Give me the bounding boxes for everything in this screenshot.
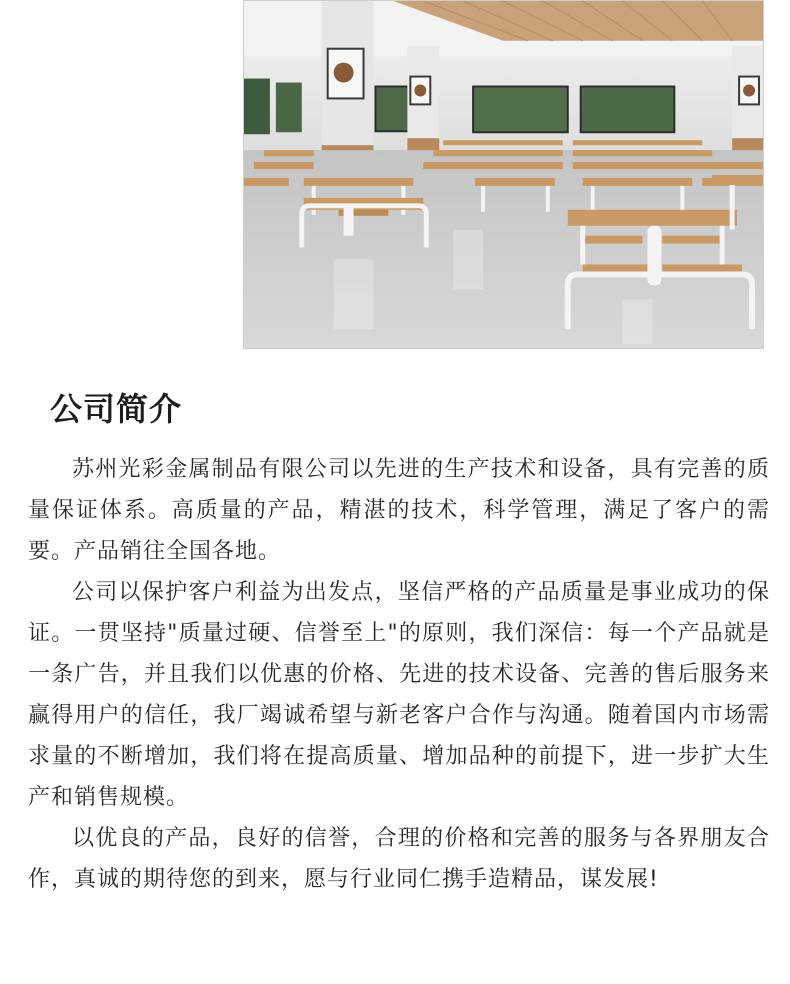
company-intro-body [28, 449, 770, 900]
intro-paragraph-3: 以优良的产品，良好的信誉，合理的价格和完善的服务与各界朋友合作，真诚的期待您的到来，愿与行业同仁携手造精品，谋发展! [28, 826, 770, 892]
section-title: 公司简介 [50, 390, 183, 428]
intro-paragraph-1: 苏州光彩金属制品有限公司以先进的生产技术和设备，具有完善的质量保证体系。高质量的产品，精湛的技术，科学管理，满足了客户的需要。产品销往全国各地。 [28, 457, 770, 564]
intro-paragraph-2: 公司以保护客户利益为出发点，坚信严格的产品质量是事业成功的保证。一贯坚持"质量过硬、信誉至上"的原则，我们深信：每一个产品就是一条广告，并且我们以优惠的价格、先进的技术设备、完善的售后服务来赢得用户的信任，我厂竭诚希望与新老客户合作与沟通。随着国内市场需求量的不断增加，我们将在提高质量、增加品种的前提下，进一步扩大生产和销售规模。 [28, 580, 770, 810]
canteen-photo [243, 0, 764, 349]
